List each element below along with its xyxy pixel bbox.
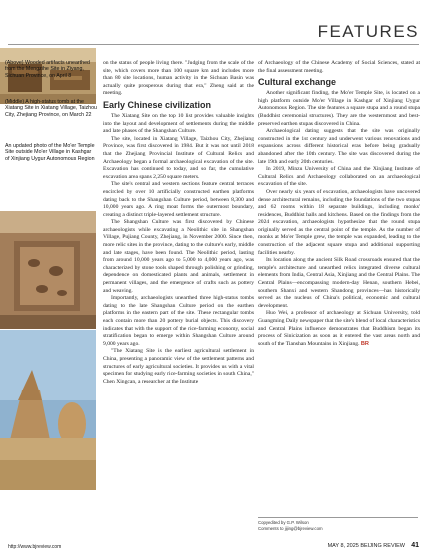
column3-intro: of Archaeology of the Chinese Academy of Social Sciences, stated at the final assessment meeting. bbox=[258, 60, 420, 74]
caption-below: An updated photo of the Mo'er Temple Site outside Mo'er Village in Kashgar of Xinjiang Uygur Autonomous Region bbox=[5, 143, 95, 162]
photo-high-status-tomb bbox=[0, 211, 96, 329]
page-header bbox=[0, 0, 427, 44]
column2-paragraph: The site, located in Xiatang Village, Taizhou City, Zhejiang Province, was first discovered in 1984. But it was not until 2018 that the Zhejiang Provincial Institute of Cultural Relics and Archaeology began a formal archaeological excavation of the site. Excavation has continued to today, and so far, the cumulative excavation area spans 2,250 square meters. bbox=[103, 135, 254, 180]
copyright-note bbox=[258, 517, 418, 531]
page-number: 41 bbox=[411, 542, 419, 549]
section-title: FEATURES bbox=[317, 22, 419, 41]
column2-paragraph: "The Xiatang Site is the earliest agricultural settlement in China, presenting a panoramic view of the settlement patterns and structures of early agricultural societies. It provides us with a vital specimen for studying early rice-farming societies in south China," Chen Xingcan, a researcher at the Institute bbox=[103, 348, 254, 385]
caption-above: (Above) Wooded artifacts unearthed from the Mengzihe Site in Ziyang, Sichuan Province, on April 8 bbox=[5, 60, 90, 79]
section-heading-early-civilization: Early Chinese civilization bbox=[103, 99, 212, 110]
column3-last-paragraph-text: Huo Wei, a professor of archaeology at Sichuan University, told Guangming Daily newspaper that the site's blend of local characteristics and Central Plains influence demonstrates that Buddhism began its process of Sinicization as soon as it entered the vast areas north and south of the Tianshan Mountains in Xinjiang. bbox=[258, 310, 420, 347]
photo-moer-temple bbox=[0, 330, 96, 490]
column3-paragraph: Archaeological dating suggests that the site was originally constructed in the 1st century and underwent various renovations and expansions across different historical eras before being gradually abandoned after the 10th century. The site was discovered during the late 19th and early 20th centuries. bbox=[258, 128, 420, 165]
issue-date: MAY 8, 2025 BEIJING REVIEW bbox=[327, 543, 405, 549]
header-rule bbox=[8, 44, 419, 45]
column2-intro: on the status of people living there. "Judging from the scale of the site, which covers more than 100 square km and includes more than 80 site locations, human activity in the Sichuan Basin was actually quite prosperous during that era," Zheng said at the meeting. bbox=[103, 60, 254, 97]
comments-contact: Comments to jijing@bjreview.com bbox=[258, 525, 323, 531]
article-column-3 bbox=[258, 60, 420, 348]
page-footer bbox=[0, 542, 427, 560]
website-url: http://www.bjreview.com bbox=[8, 544, 62, 550]
column2-paragraph: Importantly, archaeologists unearthed three high-status tombs dating to the late Shangshan Culture period on the earthen platforms in the eastern part of the site. These rectangular tombs each contain more than 20 pottery burial objects. This discovery indicates that with the support of the rice-farming economy, social stratification began to emerge within Shangshan Culture around 9,000 years ago. bbox=[103, 295, 254, 347]
section-heading-cultural-exchange: Cultural exchange bbox=[258, 77, 337, 88]
copyedited-by: Copyedited by G.P. Wilson bbox=[258, 520, 309, 525]
column2-paragraph: The site's central and western sections feature central terraces encircled by over 10 artificially constructed earthen platforms dating back to the Shangshan Culture period, between 8,300 and 10,000 years ago. A ring moat forms the outermost boundary, creating a distinct triple-layered settlement structure. bbox=[103, 181, 254, 218]
article-column-2 bbox=[103, 60, 254, 386]
column2-paragraph: The Shangshan Culture was first discovered by Chinese archaeologists while excavating a Neolithic site in Shangshan Village, Pujiang County, Zhejiang, in November 2000. Since then, more relic sites in the province, dating to the culture's early, middle and late stages, have been found. The Neolithic period, lasting from around 10,000 years ago to 5,000 to 4,000 years ago, was characterized by stone tools shaped through polishing or grinding, dependence on domesticated plants and animals, settlement in permanent villages, and the emergence of crafts such as pottery and weaving. bbox=[103, 219, 254, 294]
end-mark: BR bbox=[360, 340, 369, 347]
column3-paragraph: Over nearly six years of excavation, archaeologists have uncovered dense architectural remains, including the foundations of the two stupas and 62 rooms within 18 separate buildings, including monks' residences, Buddhist halls and kitchens. Based on the findings from the 2024 excavation, archaeologists hypothesize that the round stupa originally served as the central point of the temple. As the number of monks at Mo'er Temple grew, the temple was expanded, leading to the construction of the adjacent square stupa and additional supporting facilities nearby. bbox=[258, 188, 420, 256]
column3-paragraph: Its location along the ancient Silk Road crossroads ensured that the temple's architecture and unearthed relics integrated diverse cultural elements from India, Central Asia, Xinjiang and the Central Plains. The Central Plains—encompassing modern-day Henan, southern Hebei, southern Shanxi and western Shandong provinces—has historically served as the nucleus of China's political, economic and cultural development. bbox=[258, 257, 420, 309]
column3-paragraph bbox=[258, 310, 420, 348]
column3-paragraph: Another significant finding, the Mo'er Temple Site, is located on a high platform outside Mo'er Village in Kashgar of Xinjiang Uygur Autonomous Region. The site features a square stupa and a round stupa (Buddhist ceremonial structures). They are the westernmost and best-preserved earthen stupas discovered in China. bbox=[258, 90, 420, 127]
caption-middle: (Middle) A high-status tomb at the Xiatang Site in Xiatang Village, Taizhou City, Zhejiang Province, on March 22 bbox=[5, 99, 97, 118]
column2-paragraph: The Xiatang Site on the top 10 list provides valuable insights into the layout and development of settlements during the middle and late phases of the Shangshan Culture. bbox=[103, 112, 254, 135]
column3-paragraph: In 2019, Minzu University of China and the Xinjiang Institute of Cultural Relics and Archaeology collaborated on an archaeological excavation of the site. bbox=[258, 166, 420, 188]
